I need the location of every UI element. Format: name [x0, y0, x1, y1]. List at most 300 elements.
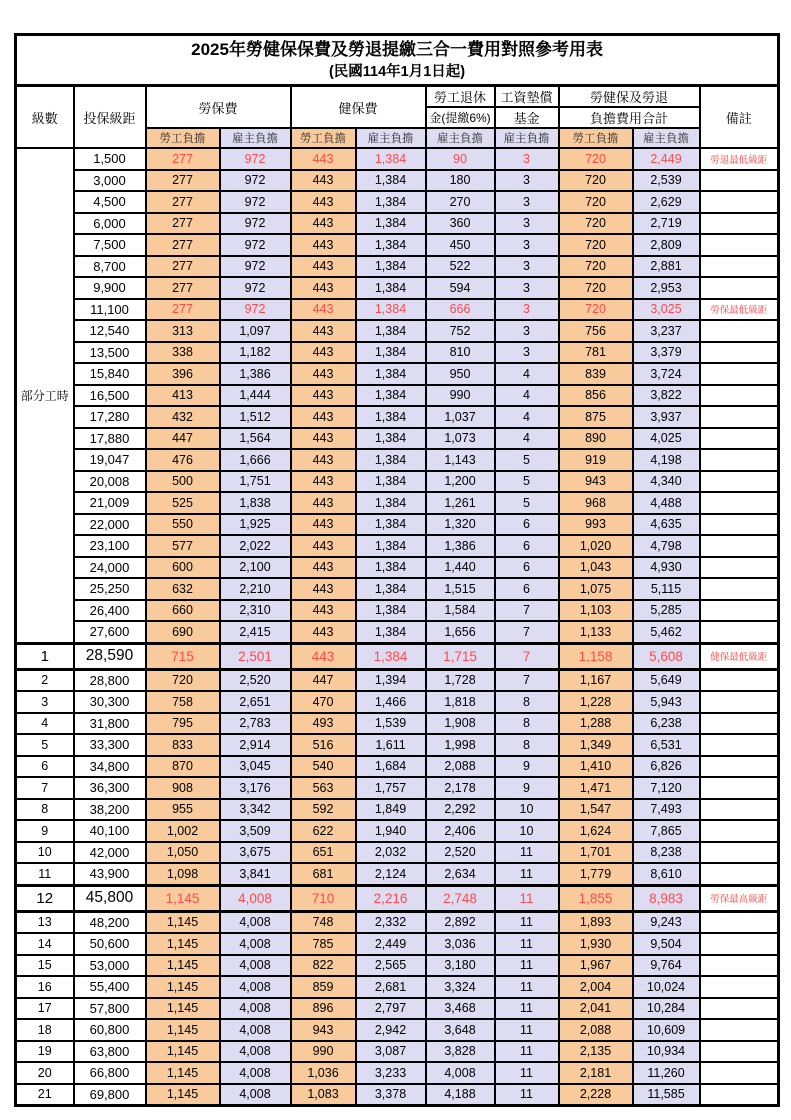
value-cell: 4: [495, 406, 559, 428]
value-cell: 443: [291, 621, 356, 643]
value-cell: 7: [495, 643, 559, 669]
value-cell: 3: [495, 256, 559, 278]
value-cell: 666: [426, 299, 495, 321]
note-cell: [700, 820, 779, 842]
note-cell: [700, 492, 779, 514]
value-cell: 1,779: [559, 863, 633, 885]
level-cell: 8: [16, 799, 74, 821]
value-cell: 3,468: [426, 998, 495, 1020]
value-cell: 795: [146, 713, 220, 735]
table-row: [16, 820, 779, 842]
value-cell: 4,025: [633, 428, 700, 450]
header-note: 備註: [700, 86, 779, 149]
value-cell: 2,041: [559, 998, 633, 1020]
note-cell: [700, 213, 779, 235]
value-cell: 11: [495, 955, 559, 977]
value-cell: 1,564: [220, 428, 291, 450]
value-cell: 443: [291, 234, 356, 256]
header-labor-employee-share: 勞工負擔: [146, 128, 220, 148]
table-row: [16, 148, 779, 170]
value-cell: 1,515: [426, 578, 495, 600]
value-cell: 3: [495, 148, 559, 170]
value-cell: 4,008: [220, 1019, 291, 1041]
value-cell: 1,384: [356, 342, 426, 364]
value-cell: 972: [220, 170, 291, 192]
value-cell: 2,565: [356, 955, 426, 977]
value-cell: 2,216: [356, 885, 426, 911]
note-cell: [700, 713, 779, 735]
note-cell: [700, 863, 779, 885]
value-cell: 968: [559, 492, 633, 514]
value-cell: 11: [495, 1084, 559, 1106]
bracket-cell: 17,280: [74, 406, 146, 428]
bracket-cell: 9,900: [74, 277, 146, 299]
value-cell: 5,608: [633, 643, 700, 669]
value-cell: 4,488: [633, 492, 700, 514]
value-cell: 1,050: [146, 842, 220, 864]
value-cell: 758: [146, 691, 220, 713]
note-cell: [700, 933, 779, 955]
value-cell: 955: [146, 799, 220, 821]
value-cell: 577: [146, 535, 220, 557]
level-cell: 15: [16, 955, 74, 977]
value-cell: 4,198: [633, 449, 700, 471]
value-cell: 493: [291, 713, 356, 735]
value-cell: 1,728: [426, 669, 495, 691]
bracket-cell: 42,000: [74, 842, 146, 864]
value-cell: 1,158: [559, 643, 633, 669]
value-cell: 11,260: [633, 1062, 700, 1084]
value-cell: 2,310: [220, 600, 291, 622]
value-cell: 1,384: [356, 492, 426, 514]
value-cell: 715: [146, 643, 220, 669]
value-cell: 1,384: [356, 621, 426, 643]
note-cell: [700, 256, 779, 278]
note-cell: [700, 471, 779, 493]
value-cell: 2,797: [356, 998, 426, 1020]
value-cell: 990: [291, 1041, 356, 1063]
bracket-cell: 12,540: [74, 320, 146, 342]
note-cell: [700, 385, 779, 407]
value-cell: 4,008: [220, 933, 291, 955]
value-cell: 3,036: [426, 933, 495, 955]
value-cell: 1,384: [356, 449, 426, 471]
value-cell: 1,145: [146, 911, 220, 933]
value-cell: 90: [426, 148, 495, 170]
value-cell: 856: [559, 385, 633, 407]
note-cell: [700, 600, 779, 622]
table-title-cell: [16, 35, 779, 86]
value-cell: 8,610: [633, 863, 700, 885]
level-cell: 16: [16, 976, 74, 998]
value-cell: 1,384: [356, 406, 426, 428]
value-cell: 443: [291, 191, 356, 213]
value-cell: 9,764: [633, 955, 700, 977]
bracket-cell: 3,000: [74, 170, 146, 192]
value-cell: 2,004: [559, 976, 633, 998]
value-cell: 2,892: [426, 911, 495, 933]
value-cell: 443: [291, 492, 356, 514]
value-cell: 1,143: [426, 449, 495, 471]
value-cell: 1,384: [356, 191, 426, 213]
value-cell: 1,666: [220, 449, 291, 471]
value-cell: 7,493: [633, 799, 700, 821]
value-cell: 443: [291, 600, 356, 622]
value-cell: 7: [495, 600, 559, 622]
value-cell: 10,284: [633, 998, 700, 1020]
value-cell: 1,384: [356, 256, 426, 278]
table-row: [16, 777, 779, 799]
table-row: [16, 320, 779, 342]
value-cell: 2,914: [220, 734, 291, 756]
value-cell: 443: [291, 578, 356, 600]
value-cell: 1,145: [146, 1084, 220, 1106]
value-cell: 1,200: [426, 471, 495, 493]
table-row: [16, 756, 779, 778]
bracket-cell: 21,009: [74, 492, 146, 514]
value-cell: 1,384: [356, 557, 426, 579]
value-cell: 277: [146, 277, 220, 299]
level-cell: 1: [16, 643, 74, 669]
value-cell: 11: [495, 1062, 559, 1084]
header-wage-fund-line2: 基金: [495, 107, 559, 128]
table-row: [16, 1041, 779, 1063]
table-row: [16, 449, 779, 471]
value-cell: 950: [426, 363, 495, 385]
value-cell: 1,386: [426, 535, 495, 557]
value-cell: 781: [559, 342, 633, 364]
value-cell: 3: [495, 342, 559, 364]
value-cell: 3,509: [220, 820, 291, 842]
value-cell: 622: [291, 820, 356, 842]
table-row: [16, 643, 779, 669]
value-cell: 5: [495, 449, 559, 471]
value-cell: 4: [495, 428, 559, 450]
level-cell: 3: [16, 691, 74, 713]
value-cell: 1,998: [426, 734, 495, 756]
value-cell: 6,826: [633, 756, 700, 778]
bracket-cell: 19,047: [74, 449, 146, 471]
value-cell: 2,539: [633, 170, 700, 192]
value-cell: 2,629: [633, 191, 700, 213]
bracket-cell: 40,100: [74, 820, 146, 842]
value-cell: 2,088: [426, 756, 495, 778]
value-cell: 1,908: [426, 713, 495, 735]
value-cell: 443: [291, 643, 356, 669]
table-row: [16, 621, 779, 643]
bracket-cell: 23,100: [74, 535, 146, 557]
value-cell: 443: [291, 557, 356, 579]
value-cell: 270: [426, 191, 495, 213]
note-cell: [700, 320, 779, 342]
premium-reference-table: [14, 33, 780, 1107]
value-cell: 11: [495, 842, 559, 864]
value-cell: 6,531: [633, 734, 700, 756]
note-cell: [700, 955, 779, 977]
value-cell: 1,757: [356, 777, 426, 799]
value-cell: 1,320: [426, 514, 495, 536]
value-cell: 720: [559, 234, 633, 256]
value-cell: 447: [291, 669, 356, 691]
note-cell: [700, 756, 779, 778]
note-cell: [700, 734, 779, 756]
header-total-employee-share: 勞工負擔: [559, 128, 633, 148]
value-cell: 660: [146, 600, 220, 622]
value-cell: 3,180: [426, 955, 495, 977]
value-cell: 10,609: [633, 1019, 700, 1041]
value-cell: 450: [426, 234, 495, 256]
value-cell: 681: [291, 863, 356, 885]
bracket-cell: 43,900: [74, 863, 146, 885]
value-cell: 9: [495, 777, 559, 799]
value-cell: 443: [291, 449, 356, 471]
note-cell: 勞保最高級距: [700, 885, 779, 911]
value-cell: 972: [220, 299, 291, 321]
value-cell: 5: [495, 492, 559, 514]
value-cell: 443: [291, 514, 356, 536]
value-cell: 600: [146, 557, 220, 579]
value-cell: 2,181: [559, 1062, 633, 1084]
value-cell: 476: [146, 449, 220, 471]
note-cell: [700, 449, 779, 471]
value-cell: 11,585: [633, 1084, 700, 1106]
value-cell: 2,681: [356, 976, 426, 998]
bracket-cell: 16,500: [74, 385, 146, 407]
value-cell: 1,925: [220, 514, 291, 536]
header-total-employer-share: 雇主負擔: [633, 128, 700, 148]
header-total-line2: 負擔費用合計: [559, 107, 700, 128]
value-cell: 6: [495, 514, 559, 536]
value-cell: 972: [220, 191, 291, 213]
note-cell: [700, 1019, 779, 1041]
value-cell: 1,466: [356, 691, 426, 713]
table-row: [16, 669, 779, 691]
value-cell: 810: [426, 342, 495, 364]
note-cell: [700, 621, 779, 643]
value-cell: 4,340: [633, 471, 700, 493]
value-cell: 550: [146, 514, 220, 536]
value-cell: 7: [495, 621, 559, 643]
value-cell: 1,444: [220, 385, 291, 407]
value-cell: 1,547: [559, 799, 633, 821]
note-cell: [700, 777, 779, 799]
value-cell: 10: [495, 799, 559, 821]
value-cell: 1,145: [146, 885, 220, 911]
note-cell: 勞保最低級距: [700, 299, 779, 321]
table-row: [16, 363, 779, 385]
value-cell: 9,504: [633, 933, 700, 955]
value-cell: 2,942: [356, 1019, 426, 1041]
value-cell: 4,008: [220, 885, 291, 911]
value-cell: 2,124: [356, 863, 426, 885]
value-cell: 11: [495, 976, 559, 998]
level-cell: 11: [16, 863, 74, 885]
note-cell: [700, 170, 779, 192]
table-row: [16, 191, 779, 213]
value-cell: 3,822: [633, 385, 700, 407]
value-cell: 651: [291, 842, 356, 864]
level-cell: 19: [16, 1041, 74, 1063]
value-cell: 180: [426, 170, 495, 192]
value-cell: 10,024: [633, 976, 700, 998]
value-cell: 1,410: [559, 756, 633, 778]
value-cell: 720: [559, 299, 633, 321]
value-cell: 443: [291, 363, 356, 385]
value-cell: 8: [495, 691, 559, 713]
bracket-cell: 15,840: [74, 363, 146, 385]
value-cell: 443: [291, 406, 356, 428]
value-cell: 3: [495, 234, 559, 256]
value-cell: 3,233: [356, 1062, 426, 1084]
level-cell: 20: [16, 1062, 74, 1084]
table-body: [16, 148, 779, 1106]
value-cell: 1,384: [356, 428, 426, 450]
note-cell: [700, 911, 779, 933]
value-cell: 720: [559, 148, 633, 170]
header-level: 級數: [16, 86, 74, 149]
value-cell: 11: [495, 1041, 559, 1063]
value-cell: 3,937: [633, 406, 700, 428]
part-time-merged-cell: 部分工時: [16, 148, 74, 643]
table-row: [16, 170, 779, 192]
value-cell: 4,008: [220, 1084, 291, 1106]
value-cell: 720: [559, 213, 633, 235]
value-cell: 1,930: [559, 933, 633, 955]
bracket-cell: 25,250: [74, 578, 146, 600]
table-row: [16, 234, 779, 256]
table-row: [16, 933, 779, 955]
level-cell: 10: [16, 842, 74, 864]
note-cell: 勞退最低級距: [700, 148, 779, 170]
value-cell: 6: [495, 578, 559, 600]
value-cell: 690: [146, 621, 220, 643]
value-cell: 443: [291, 428, 356, 450]
bracket-cell: 33,300: [74, 734, 146, 756]
value-cell: 1,097: [220, 320, 291, 342]
value-cell: 563: [291, 777, 356, 799]
value-cell: 4,188: [426, 1084, 495, 1106]
value-cell: 1,075: [559, 578, 633, 600]
table-row: [16, 578, 779, 600]
note-cell: [700, 669, 779, 691]
value-cell: 8: [495, 734, 559, 756]
table-row: [16, 406, 779, 428]
bracket-cell: 13,500: [74, 342, 146, 364]
value-cell: 4,008: [220, 998, 291, 1020]
level-cell: 18: [16, 1019, 74, 1041]
bracket-cell: 69,800: [74, 1084, 146, 1106]
value-cell: 1,849: [356, 799, 426, 821]
note-cell: [700, 363, 779, 385]
value-cell: 1,384: [356, 213, 426, 235]
value-cell: 443: [291, 170, 356, 192]
bracket-cell: 4,500: [74, 191, 146, 213]
value-cell: 919: [559, 449, 633, 471]
value-cell: 1,838: [220, 492, 291, 514]
bracket-cell: 36,300: [74, 777, 146, 799]
bracket-cell: 48,200: [74, 911, 146, 933]
value-cell: 7,120: [633, 777, 700, 799]
bracket-cell: 26,400: [74, 600, 146, 622]
header-labor-employer-share: 雇主負擔: [220, 128, 291, 148]
level-cell: 12: [16, 885, 74, 911]
value-cell: 1,512: [220, 406, 291, 428]
bracket-cell: 60,800: [74, 1019, 146, 1041]
value-cell: 1,145: [146, 1019, 220, 1041]
value-cell: 443: [291, 342, 356, 364]
value-cell: 4,635: [633, 514, 700, 536]
bracket-cell: 7,500: [74, 234, 146, 256]
value-cell: 908: [146, 777, 220, 799]
note-cell: [700, 191, 779, 213]
value-cell: 522: [426, 256, 495, 278]
value-cell: 2,449: [356, 933, 426, 955]
bracket-cell: 20,008: [74, 471, 146, 493]
value-cell: 972: [220, 277, 291, 299]
table-row: [16, 535, 779, 557]
value-cell: 3: [495, 191, 559, 213]
value-cell: 500: [146, 471, 220, 493]
value-cell: 470: [291, 691, 356, 713]
note-cell: [700, 691, 779, 713]
bracket-cell: 28,800: [74, 669, 146, 691]
note-cell: [700, 406, 779, 428]
value-cell: 972: [220, 256, 291, 278]
table-row: [16, 492, 779, 514]
value-cell: 277: [146, 234, 220, 256]
value-cell: 1,384: [356, 643, 426, 669]
value-cell: 1,386: [220, 363, 291, 385]
value-cell: 3,045: [220, 756, 291, 778]
value-cell: 5,943: [633, 691, 700, 713]
note-cell: [700, 1084, 779, 1106]
value-cell: 443: [291, 277, 356, 299]
value-cell: 972: [220, 234, 291, 256]
note-cell: [700, 799, 779, 821]
table-row: [16, 277, 779, 299]
note-cell: [700, 976, 779, 998]
table-row: [16, 1062, 779, 1084]
value-cell: 1,020: [559, 535, 633, 557]
bracket-cell: 50,600: [74, 933, 146, 955]
header-group-row: [16, 86, 779, 108]
value-cell: 4,008: [426, 1062, 495, 1084]
value-cell: 1,684: [356, 756, 426, 778]
value-cell: 1,103: [559, 600, 633, 622]
value-cell: 875: [559, 406, 633, 428]
value-cell: 525: [146, 492, 220, 514]
value-cell: 516: [291, 734, 356, 756]
level-cell: 5: [16, 734, 74, 756]
bracket-cell: 8,700: [74, 256, 146, 278]
value-cell: 1,288: [559, 713, 633, 735]
value-cell: 1,384: [356, 148, 426, 170]
value-cell: 1,855: [559, 885, 633, 911]
header-wage-fund-employer-share: 雇主負擔: [495, 128, 559, 148]
table-row: [16, 863, 779, 885]
value-cell: 10,934: [633, 1041, 700, 1063]
value-cell: 1,751: [220, 471, 291, 493]
value-cell: 3: [495, 170, 559, 192]
value-cell: 1,043: [559, 557, 633, 579]
value-cell: 720: [559, 256, 633, 278]
header-health-employee-share: 勞工負擔: [291, 128, 356, 148]
note-cell: [700, 1041, 779, 1063]
value-cell: 2,088: [559, 1019, 633, 1041]
level-cell: 4: [16, 713, 74, 735]
value-cell: 3,378: [356, 1084, 426, 1106]
value-cell: 277: [146, 191, 220, 213]
